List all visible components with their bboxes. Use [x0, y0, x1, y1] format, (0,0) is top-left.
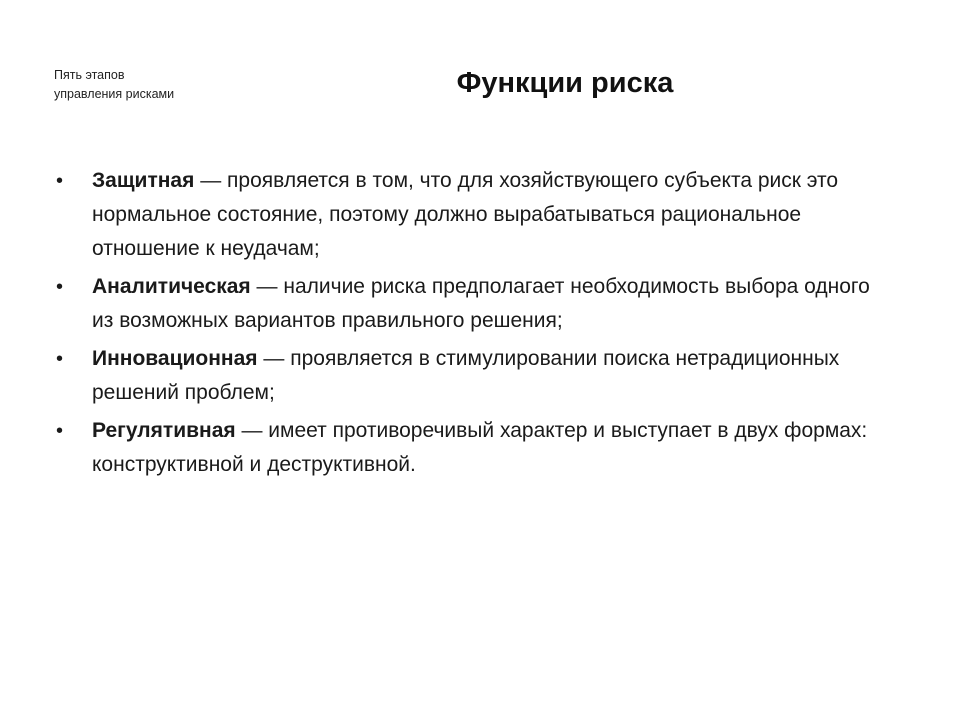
bullet-term: Инновационная	[92, 347, 258, 370]
section-label-line-2: управления рисками	[54, 87, 175, 101]
bullet-text: — имеет противоречивый характер и выступает в двух формах: конструктивной и деструктивной.	[92, 419, 868, 476]
bullet-icon: •	[56, 170, 64, 192]
bullet-text: — проявляется в стимулировании поиска нетрадиционных решений проблем;	[92, 347, 840, 404]
bullet-item-innovative	[56, 342, 896, 410]
bullet-term: Защитная	[92, 169, 195, 192]
bullet-text: — наличие риска предполагает необходимость выбора одного из возможных вариантов правильного решения;	[92, 275, 870, 332]
bullet-list	[56, 164, 896, 486]
bullet-item-analytical	[56, 270, 896, 338]
bullet-icon: •	[56, 276, 64, 298]
bullet-text: — проявляется в том, что для хозяйствующего субъекта риск это нормальное состояние, поэтому должно вырабатываться рациональное отношение к неудачам;	[92, 169, 839, 260]
bullet-item-protective	[56, 164, 896, 266]
slide-title: Функции риска	[456, 67, 674, 99]
bullet-term: Регулятивная	[92, 419, 236, 442]
section-label-line-1: Пять этапов	[54, 68, 125, 82]
bullet-icon: •	[56, 348, 64, 370]
bullet-item-regulatory	[56, 414, 896, 482]
bullet-term: Аналитическая	[92, 275, 251, 298]
bullet-icon: •	[56, 420, 64, 442]
section-label	[54, 66, 254, 104]
